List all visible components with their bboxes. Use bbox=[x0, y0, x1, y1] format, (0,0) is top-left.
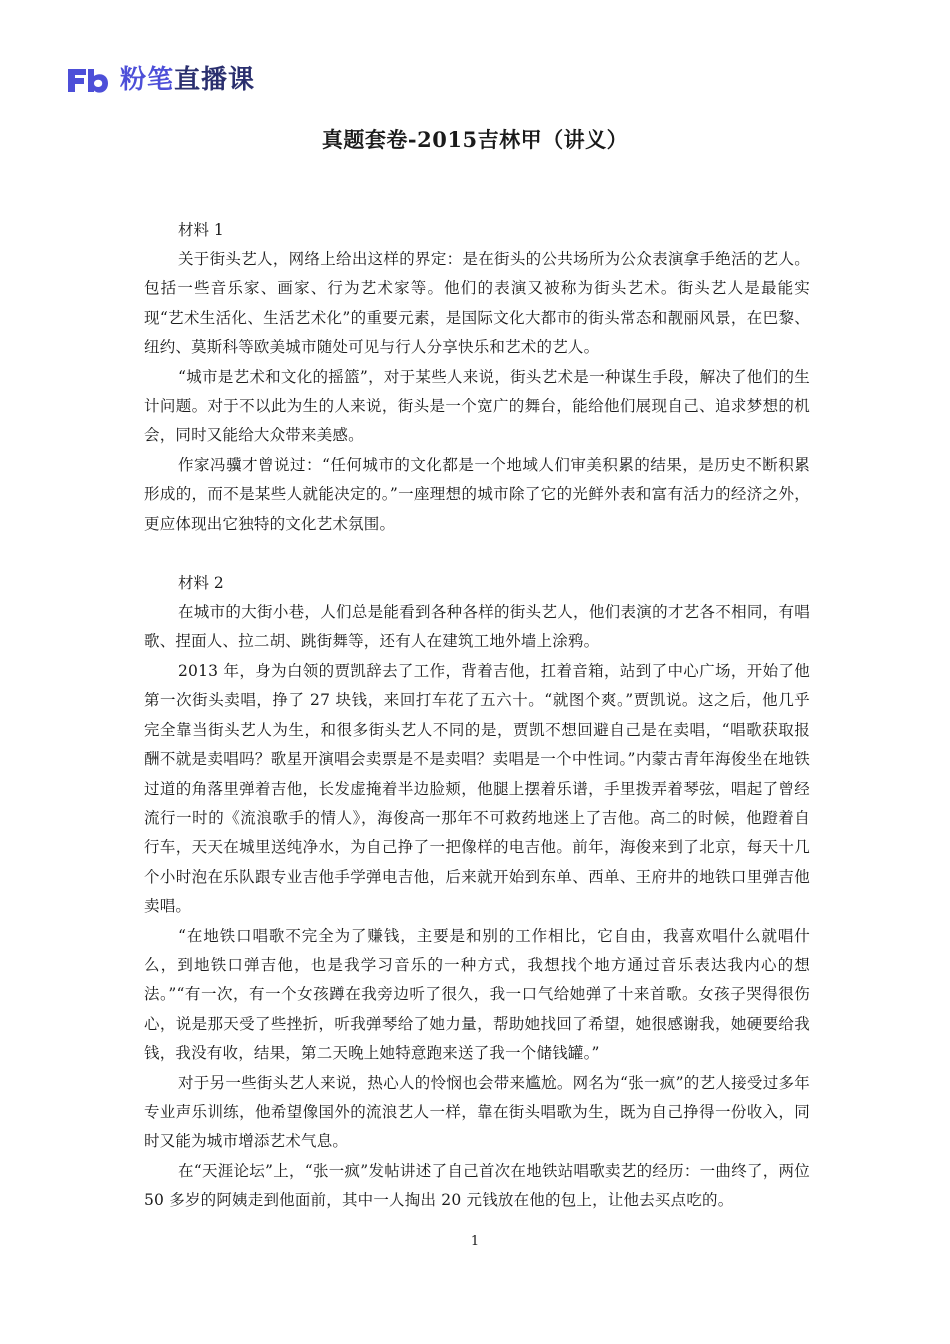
section-label-1: 材料 1 bbox=[178, 221, 224, 239]
fenbi-logo-icon bbox=[66, 65, 110, 95]
paragraph: “城市是艺术和文化的摇篮”，对于某些人来说，街头艺术是一种谋生手段，解决了他们的生计问题。对于不以此为生的人来说，街头是一个宽广的舞台，能给他们展现自己、追求梦想的机会，同时又能给大众带来美感。 bbox=[144, 367, 810, 445]
document-title: 真题套卷-2015吉林甲（讲义） bbox=[321, 127, 629, 152]
paragraph: “在地铁口唱歌不完全为了赚钱，主要是和别的工作相比，它自由，我喜欢唱什么就唱什么，到地铁口弹吉他，也是我学习音乐的一种方式，我想找个地方通过音乐表达我内心的想法。”“有一次，有一个女孩蹲在我旁边听了很久，我一口气给她弹了十来首歌。女孩子哭得很伤心，说是那天受了些挫折，听我弹琴给了她力量，帮助她找回了希望，她很感谢我，她硬要给我钱，我没有收，结果，第二天晚上她特意跑来送了我一个储钱罐。” bbox=[144, 926, 810, 1063]
brand-accent: 粉笔 bbox=[120, 65, 175, 95]
section-spacer bbox=[144, 539, 810, 569]
paragraph: 在“天涯论坛”上，“张一疯”发帖讲述了自己首次在地铁站唱歌卖艺的经历：一曲终了，两位 50 多岁的阿姨走到他面前，其中一人掏出 20 元钱放在他的包上，让他去买点吃的。 bbox=[144, 1161, 810, 1210]
brand-logo bbox=[66, 64, 255, 96]
paragraph: 关于街头艺人，网络上给出这样的界定：是在街头的公共场所为公众表演拿手绝活的艺人。包括一些音乐家、画家、行为艺术家等。他们的表演又被称为街头艺术。街头艺人是最能实现“艺术生活化、生活艺术化”的重要元素，是国际文化大都市的街头常态和靓丽风景，在巴黎、纽约、莫斯科等欧美城市随处可见与行人分享快乐和艺术的艺人。 bbox=[144, 250, 810, 357]
document-body bbox=[144, 216, 810, 1216]
paragraph: 在城市的大街小巷，人们总是能看到各种各样的街头艺人，他们表演的才艺各不相同，有唱歌、捏面人、拉二胡、跳街舞等，还有人在建筑工地外墙上涂鸦。 bbox=[144, 603, 810, 651]
paragraph: 作家冯骥才曾说过：“任何城市的文化都是一个地域人们审美积累的结果，是历史不断积累形成的，而不是某些人就能决定的。”一座理想的城市除了它的光鲜外表和富有活力的经济之外，更应体现出它独特的文化艺术氛围。 bbox=[144, 455, 810, 533]
brand-rest: 直播课 bbox=[174, 65, 256, 95]
paragraph: 对于另一些街头艺人来说，热心人的怜悯也会带来尴尬。网名为“张一疯”的艺人接受过多年专业声乐训练，他希望像国外的流浪艺人一样，靠在街头唱歌为生，既为自己挣得一份收入，同时又能为城市增添艺术气息。 bbox=[144, 1073, 810, 1151]
paragraph: 2013 年，身为白领的贾凯辞去了工作，背着吉他，扛着音箱，站到了中心广场，开始了他第一次街头卖唱，挣了 27 块钱，来回打车花了五六十。“就图个爽。”贾凯说。这之后，他几乎完全靠当街头艺人为生，和很多街头艺人不同的是，贾凯不想回避自己是在卖唱，“唱歌获取报酬不就是卖唱吗？歌星开演唱会卖票是不是卖唱？卖唱是一个中性词。”内蒙古青年海俊坐在地铁过道的角落里弹着吉他，长发虚掩着半边脸颊，他腿上摆着乐谱，手里拨弄着琴弦，唱起了曾经流行一时的《流浪歌手的情人》，海俊高一那年不可救药地迷上了吉他。高二的时候，他蹬着自行车，天天在城里送纯净水，为自己挣了一把像样的电吉他。前年，海俊来到了北京，每天十几个小时泡在乐队跟专业吉他手学弹电吉他，后来就开始到东单、西单、王府井的地铁口里弹吉他卖唱。 bbox=[144, 661, 810, 916]
section-label-2: 材料 2 bbox=[178, 574, 224, 593]
brand-name bbox=[120, 64, 255, 96]
page-number: 1 bbox=[470, 1234, 480, 1249]
